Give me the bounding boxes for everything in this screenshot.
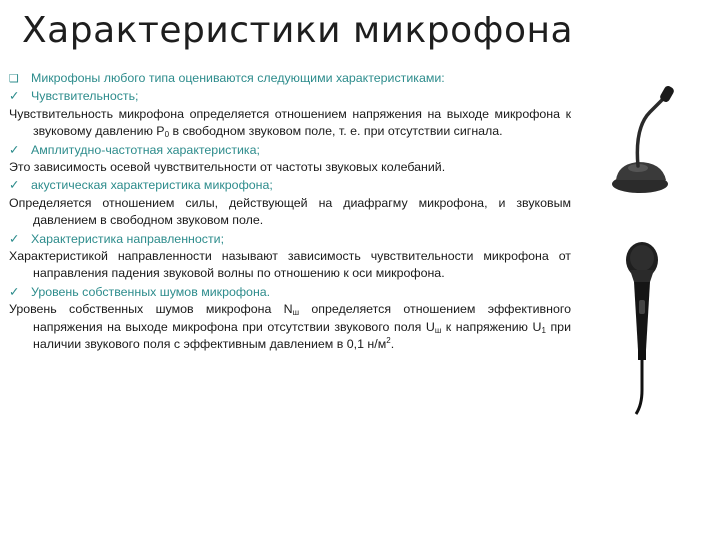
checkmark-icon: ✓ — [9, 283, 20, 299]
slide-content — [9, 70, 571, 354]
bullet-noise — [9, 283, 571, 301]
slide-title: Характеристики микрофона — [22, 10, 574, 51]
bullet-noise-text: Уровень собственных шумов микрофона. — [31, 284, 271, 299]
checkmark-icon: ✓ — [9, 141, 20, 157]
checkmark-icon: ✓ — [9, 177, 20, 193]
paragraph-sensitivity: Чувствительность микрофона определяется отношением напряжения на выходе микрофона к звуковому давлению $Р_0$ в свободном звуковом поле, т. е. при отсутствии сигнала. — [9, 106, 571, 140]
paragraph-frequency-response: Это зависимость осевой чувствительности от частоты звуковых колебаний. — [9, 160, 446, 175]
square-bullet-icon: ❑ — [9, 72, 19, 85]
bullet-intro — [9, 70, 571, 87]
paragraph-noise: Уровень собственных шумов микрофона $N_ш$ определяется отношением эффективного напряжения на выходе микрофона при отсутствии звукового поля $U_ш$ к напряжению $U_1$ при наличии звукового поля с эффективным давлением в 0,1 $н/м^2$. — [9, 302, 571, 352]
paragraph-directivity: Характеристикой направленности называют зависимость чувствительности микрофона от направления падения звуковой волны по отношению к оси микрофона. — [9, 249, 571, 281]
bullet-directivity — [9, 230, 571, 248]
bullet-frequency-response-text: Амплитудно-частотная характеристика; — [31, 142, 260, 157]
checkmark-icon: ✓ — [9, 88, 20, 104]
bullet-acoustic — [9, 176, 571, 194]
bullet-sensitivity — [9, 87, 571, 105]
bullet-intro-text: Микрофоны любого типа оцениваются следующими характеристиками: — [31, 71, 445, 85]
bullet-sensitivity-text: Чувствительность; — [31, 89, 139, 104]
checkmark-icon: ✓ — [9, 230, 20, 246]
bullet-frequency-response — [9, 141, 571, 159]
paragraph-acoustic: Определяется отношением силы, действующей на диафрагму микрофона, и звуковым давлением в свободном звуковом поле. — [9, 195, 571, 228]
bullet-directivity-text: Характеристика направленности; — [31, 231, 225, 246]
gooseneck-microphone-image — [598, 84, 682, 196]
bullet-acoustic-text: акустическая характеристика микрофона; — [31, 178, 273, 193]
handheld-microphone-image — [610, 240, 674, 415]
